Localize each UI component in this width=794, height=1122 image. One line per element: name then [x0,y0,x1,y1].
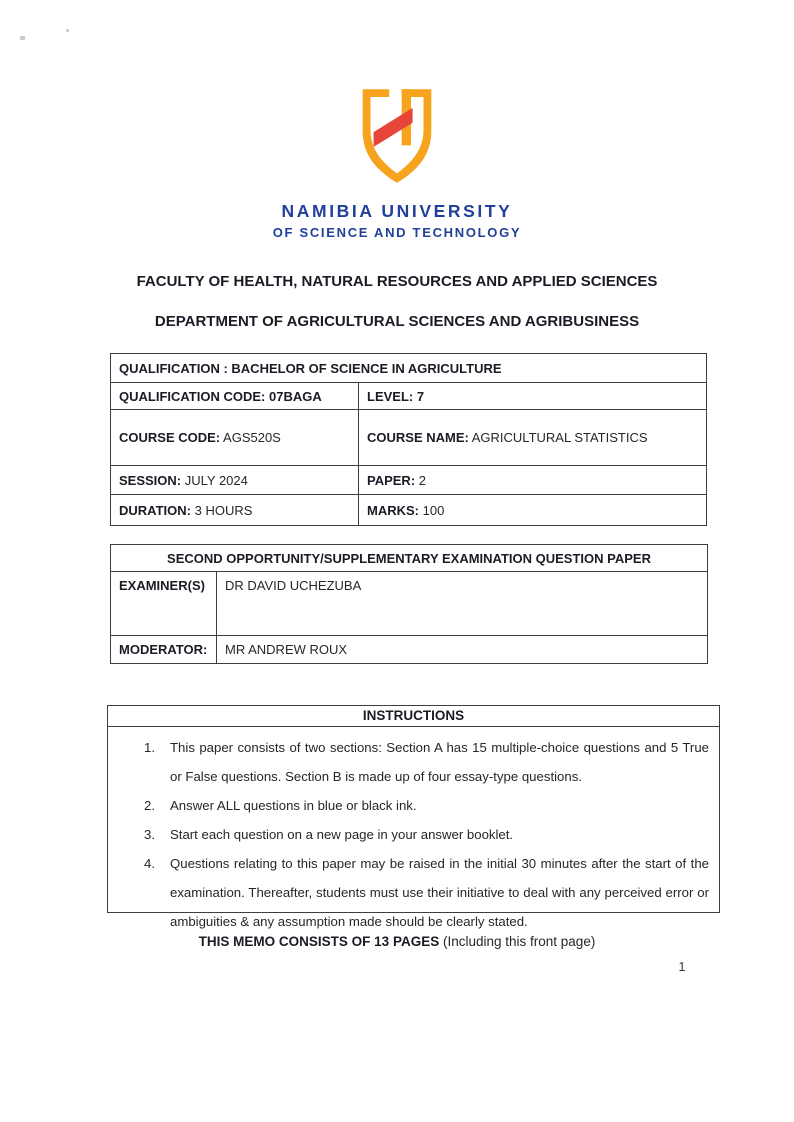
moderator-label: MODERATOR: [111,636,217,664]
memo-pages-text: THIS MEMO CONSISTS OF 13 PAGES [198,934,440,949]
instruction-number: 4. [144,856,155,871]
department-heading: DEPARTMENT OF AGRICULTURAL SCIENCES AND AGRIBUSINESS [154,313,640,330]
examiner-value: DR DAVID UCHEZUBA [217,572,708,636]
qualification-code-cell: QUALIFICATION CODE: 07BAGA [111,383,359,410]
instruction-number: 2. [144,798,155,813]
table-row [111,354,707,383]
instructions-list [108,727,719,936]
instruction-item [108,733,709,791]
paper-cell: PAPER: 2 [359,466,707,495]
instruction-number: 1. [144,740,155,755]
instruction-item [108,849,709,936]
table-row [111,383,707,410]
university-name: NAMIBIA UNIVERSITY [281,201,513,221]
instruction-text: Questions relating to this paper may be raised in the initial 30 minutes after the start of the examination. Thereafter, students must use their initiative to deal with any perceived error or ambiguities & any assumption made should be clearly stated. [170,856,709,929]
exam-paper-table [110,544,708,664]
memo-line [0,934,794,949]
duration-cell: DURATION: 3 HOURS [111,495,359,526]
instructions-box [107,705,720,929]
instruction-text: Start each question on a new page in your answer booklet. [170,827,514,842]
table-row [111,410,707,466]
table-row [111,495,707,526]
session-cell: SESSION: JULY 2024 [111,466,359,495]
university-logo [0,86,794,240]
course-details-table [110,353,707,526]
instruction-text: Answer ALL questions in blue or black ink. [170,798,417,813]
instruction-number: 3. [144,827,155,842]
exam-paper-title: SECOND OPPORTUNITY/SUPPLEMENTARY EXAMINATION QUESTION PAPER [111,545,708,572]
university-subtitle: OF SCIENCE AND TECHNOLOGY [272,225,522,240]
instruction-text: This paper consists of two sections: Section A has 15 multiple-choice questions and 5 True or False questions. Section B is made up of four essay-type questions. [170,740,709,784]
instructions-title: INSTRUCTIONS [108,706,719,727]
nust-shield-icon [358,86,436,186]
course-name-cell: COURSE NAME: AGRICULTURAL STATISTICS [359,410,707,466]
faculty-heading: FACULTY OF HEALTH, NATURAL RESOURCES AND APPLIED SCIENCES [136,273,658,290]
instruction-item [108,791,709,820]
scan-speck [66,29,69,32]
course-code-cell: COURSE CODE: AGS520S [111,410,359,466]
table-row [111,466,707,495]
level-cell: LEVEL: 7 [359,383,707,410]
memo-note-text: (Including this front page) [442,934,596,949]
table-row [111,636,708,664]
scan-speck [20,36,25,40]
moderator-value: MR ANDREW ROUX [217,636,708,664]
marks-cell: MARKS: 100 [359,495,707,526]
qualification-cell: QUALIFICATION : BACHELOR OF SCIENCE IN AGRICULTURE [111,354,707,383]
table-row [111,545,708,572]
page-number: 1 [678,960,686,974]
table-row [111,572,708,636]
instruction-item [108,820,709,849]
examiner-label: EXAMINER(S) [111,572,217,636]
